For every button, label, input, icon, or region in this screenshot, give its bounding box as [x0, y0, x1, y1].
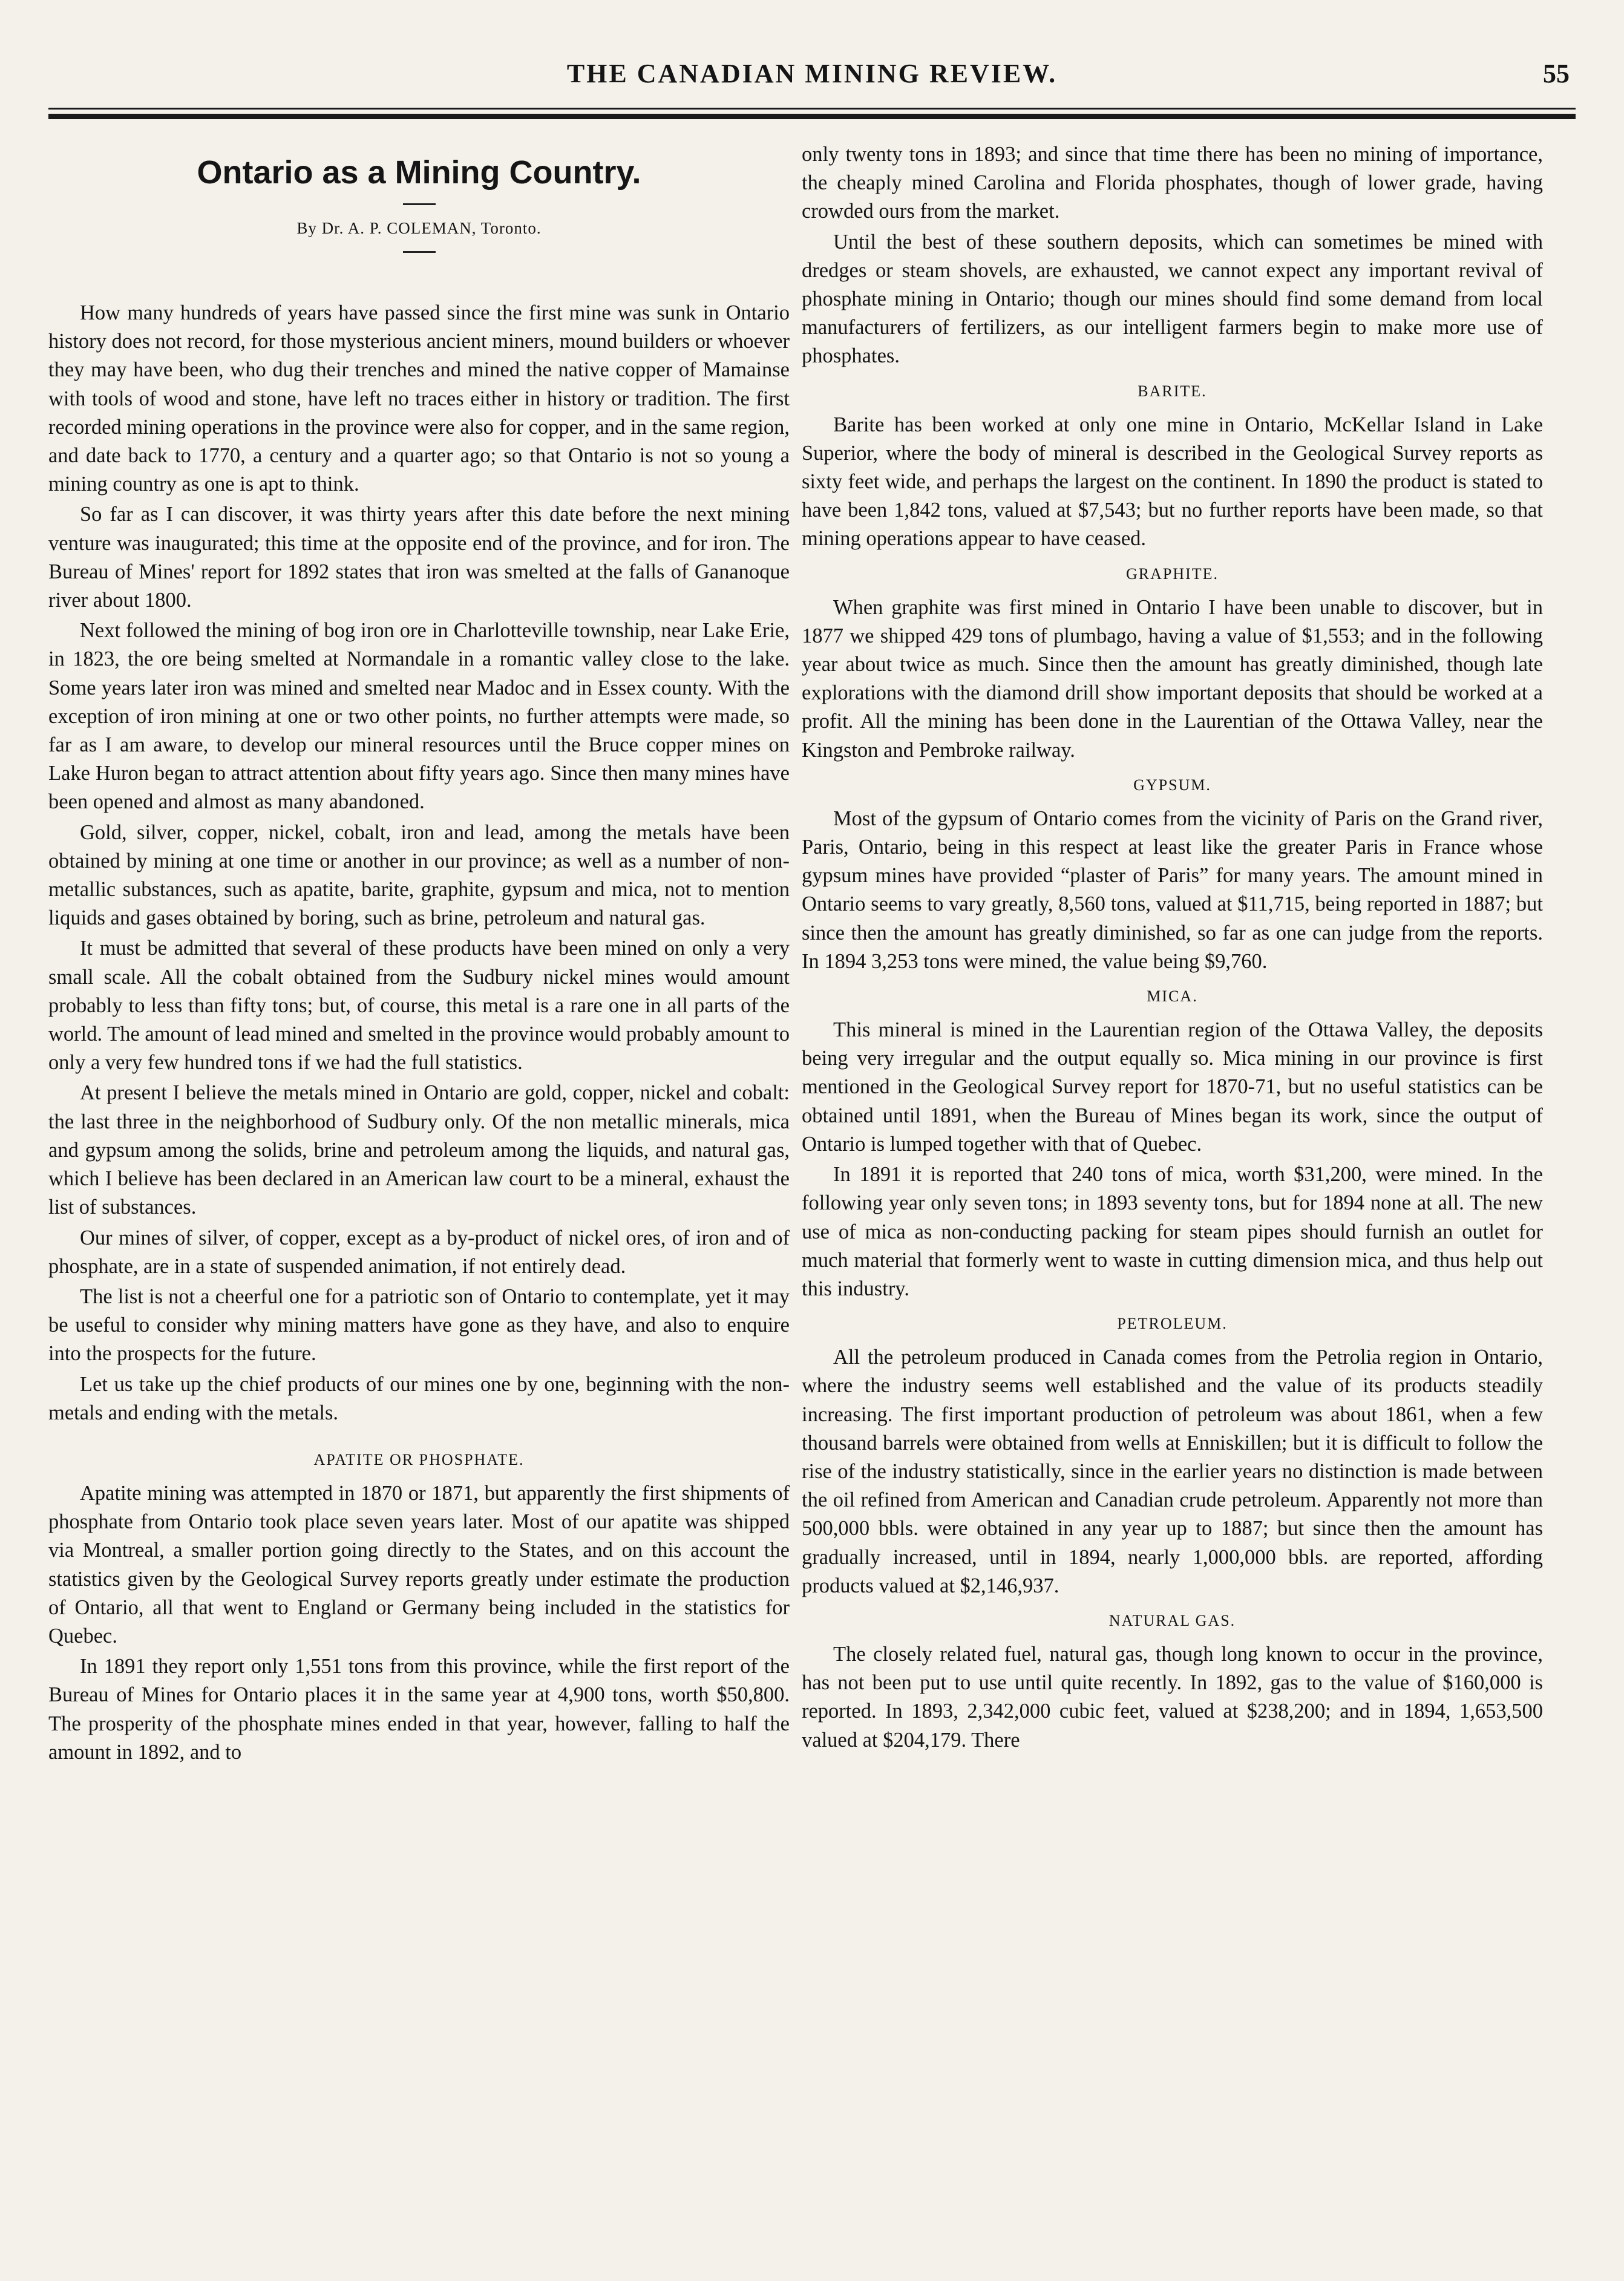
paragraph: When graphite was first mined in Ontario I have been unable to discover, but in 1877 we shipped 429 tons of plumbago, having a value of $1,553; and in the following year about twice as much. Since then the amount has greatly diminished, though late explorations with the diamond drill show important deposits that should be worked at a profit. All the mining has been done in the Laurentian of the Ottawa Valley, near the Kingston and Pembroke railway. [802, 595, 1543, 762]
running-head [48, 58, 1576, 100]
article-title: Ontario as a Mining Country. [197, 154, 641, 191]
section-heading-apatite: APATITE OR PHOSPHATE. [313, 1450, 525, 1468]
paragraph: Barite has been worked at only one mine in Ontario, McKellar Island in Lake Superior, where the body of mineral is described in the Geological Survey reports as sixty feet wide, and perhaps the largest on the continent. In 1890 the product is stated to have been 1,842 tons, valued at $7,543; but no further reports have been made, so that mining operations appear to have ceased. [802, 413, 1543, 551]
paragraph-continued: only twenty tons in 1893; and since that time there has been no mining of importance, the cheaply mined Carolina and Florida phosphates, though of lower grade, having crowded ours from the market. [802, 143, 1543, 223]
section-heading-barite: BARITE. [1138, 382, 1207, 400]
paragraph: Gold, silver, copper, nickel, cobalt, iron and lead, among the metals have been obtained by mining at one time or another in our province; as well as a number of non-metallic substances, such as apatite, barite, graphite, gypsum and mica, not to mention liquids and gases obtained by boring, such as brine, petroleum and natural gas. [48, 820, 790, 930]
section-heading-mica: MICA. [1147, 987, 1198, 1006]
section-heading-gypsum: GYPSUM. [1133, 776, 1211, 794]
page-number: 55 [1543, 59, 1570, 88]
paragraph: So far as I can discover, it was thirty years after this date before the next mining venture was inaugurated; this time at the opposite end of the province, and for iron. The Bureau of Mines' report for 1892 states that iron was smelted at the falls of Gananoque river about 1800. [48, 503, 790, 612]
paragraph: Apatite mining was attempted in 1870 or 1871, but apparently the first shipments of phosphate from Ontario took place seven years later. Most of our apatite was shipped via Montreal, a smaller portion going directly to the States, and on this account the statistics given by the Geological Survey reports greatly under estimate the production of Ontario, all that went to England or Germany being included in the statistics for Quebec. [48, 1481, 790, 1648]
paragraph: Our mines of silver, of copper, except as a by-product of nickel ores, of iron and of phosphate, are in a state of suspended animation, if not entirely dead. [48, 1226, 790, 1278]
paragraph: Most of the gypsum of Ontario comes from the vicinity of Paris on the Grand river, Paris, Ontario, being in this respect at least like the greater Paris in France whose gypsum mines have provided “plaster of Paris” for many years. The amount mined in Ontario seems to vary greatly, 8,560 tons, valued at $11,715, being reported in 1887; but since then the amount has greatly diminished, so far as one can judge from the reports. In 1894 3,253 tons were mined, the value being $9,760. [802, 807, 1543, 973]
paragraph: In 1891 it is reported that 240 tons of mica, worth $31,200, were mined. In the following year only seven tons; in 1893 seventy tons, but for 1894 none at all. The new use of mica as non-conducting packing for steam pipes should furnish an outlet for much material that formerly went to waste in cutting dimension mica, and thus help out this industry. [802, 1163, 1543, 1300]
journal-title: THE CANADIAN MINING REVIEW. [566, 59, 1058, 88]
title-dash [403, 203, 436, 205]
section-heading-graphite: GRAPHITE. [1125, 565, 1219, 583]
paragraph: At present I believe the metals mined in Ontario are gold, copper, nickel and cobalt: the last three in the neighborhood of Sudbury only. Of the non metallic minerals, mica and gypsum among the solids, brine and petroleum among the liquids, and natural gas, which I believe has been declared in an American law court to be a mineral, exhaust the list of substances. [48, 1081, 790, 1219]
paragraph: Let us take up the chief products of our mines one by one, beginning with the non-metals and ending with the metals. [48, 1372, 790, 1424]
byline-dash [403, 251, 436, 253]
paragraph: In 1891 they report only 1,551 tons from this province, while the first report of the Bureau of Mines for Ontario places it in the same year at 4,900 tons, worth $50,800. The prosperity of the phosphate mines ended in that year, however, falling to half the amount in 1892, and to [48, 1655, 790, 1764]
section-heading-petroleum: PETROLEUM. [1117, 1315, 1228, 1333]
header-rule-thin [48, 108, 1576, 110]
header-rule-thick [48, 114, 1576, 119]
paragraph: Next followed the mining of bog iron ore in Charlotteville township, near Lake Erie, in 1823, the ore being smelted at Normandale in a romantic valley close to the lake. Some years later iron was mined and smelted near Madoc and in Essex county. With the exception of iron mining at one or two other points, no further attempts were made, so far as I am aware, to develop our mineral resources until the Bruce copper mines on Lake Huron began to attract attention about fifty years ago. Since then many mines have been opened and almost as many abandoned. [48, 619, 790, 814]
paragraph: This mineral is mined in the Laurentian region of the Ottawa Valley, the deposits being very irregular and the output equally so. Mica mining in our province is first mentioned in the Geological Survey report for 1870-71, but no useful statistics can be obtained until 1891, when the Bureau of Mines began its work, since the output of Ontario is lumped together with that of Quebec. [802, 1018, 1543, 1156]
paragraph: The list is not a cheerful one for a patriotic son of Ontario to contemplate, yet it may be useful to consider why mining matters have gone as they have, and also to enquire into the prospects for the future. [48, 1284, 790, 1366]
byline: By Dr. A. P. COLEMAN, Toronto. [296, 219, 542, 237]
left-column [48, 140, 790, 1769]
right-column [802, 140, 1543, 1756]
paragraph: The closely related fuel, natural gas, though long known to occur in the province, has not been put to use until quite recently. In 1892, gas to the value of $160,000 is reported. In 1893, 2,342,000 cubic feet, valued at $238,200; and in 1894, 1,653,500 valued at $204,179. There [802, 1642, 1543, 1752]
section-heading-natural-gas: NATURAL GAS. [1108, 1611, 1236, 1629]
paragraph: All the petroleum produced in Canada comes from the Petrolia region in Ontario, where the industry seems well established and the value of its products steadily increasing. The first important production of petroleum was about 1861, when a few thousand barrels were obtained from wells at Enniskillen; but it is difficult to follow the rise of the industry statistically, since in the earlier years no distinction is made between the oil refined from American and Canadian crude petroleum. Apparently not more than 500,000 bbls. were obtained in any year up to 1887; but since then the amount has gradually increased, until in 1894, nearly 1,000,000 bbls. are reported, affording products valued at $2,146,937. [802, 1346, 1543, 1597]
paragraph: How many hundreds of years have passed since the first mine was sunk in Ontario history does not record, for those mysterious ancient miners, mound builders or whoever they may have been, who dug their trenches and mined the native copper of Mamainse with tools of wood and stone, have left no traces either in history or tradition. The first recorded mining operations in the province were also for copper, and in the same region, and date back to 1770, a century and a quarter ago; so that Ontario is not so young a mining country as one is apt to think. [48, 301, 790, 496]
paragraph: Until the best of these southern deposits, which can sometimes be mined with dredges or steam shovels, are exhausted, we cannot expect any important revival of phosphate mining in Ontario; though our mines should find some demand from local manufacturers of fertilizers, as our intelligent farmers begin to make more use of phosphates. [802, 230, 1543, 368]
paragraph: It must be admitted that several of these products have been mined on only a very small scale. All the cobalt obtained from the Sudbury nickel mines would amount probably to less than fifty tons; but, of course, this metal is a rare one in all parts of the world. The amount of lead mined and smelted in the province would probably amount to only a very few hundred tons if we had the full statistics. [48, 937, 790, 1075]
